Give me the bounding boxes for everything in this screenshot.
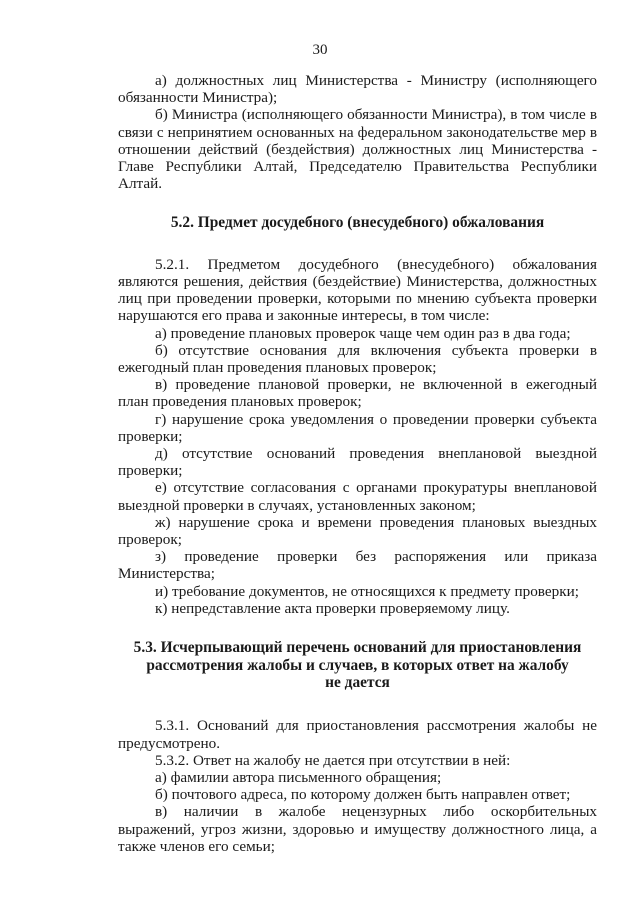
section-5-2-item-i: и) требование документов, не относящихся к предмету проверки; [155,582,579,600]
section-5-2-item-a: а) проведение плановых проверок чаще чем один раз в два года; [155,324,571,342]
section-5-3-2-paragraph: 5.3.2. Ответ на жалобу не дается при отсутствии в ней: [155,751,511,769]
page-body [118,72,597,855]
section-5-3-item-v: в) наличии в жалобе нецензурных либо оскорбительных выражений, угроз жизни, здоровью и имуществу должностного лица, а также членов его семьи; [118,803,597,855]
section-5-3-item-b: б) почтового адреса, по которому должен быть направлен ответ; [155,786,571,804]
page-number: 30 [312,42,328,58]
section-5-2-heading: 5.2. Предмет досудебного (внесудебного) обжалования [170,214,545,232]
section-5-2-item-z: з) проведение проверки без распоряжения или приказа Министерства; [118,548,597,583]
section-5-2-item-d: д) отсутствие оснований проведения внеплановой выездной проверки; [118,445,597,480]
section-5-2-item-v: в) проведение плановой проверки, не включенной в ежегодный план проведения плановых проверок; [118,376,597,411]
section-5-3-heading-line-2: рассмотрения жалобы и случаев, в которых ответ на жалобу [146,656,569,674]
section-5-3-1-paragraph: 5.3.1. Оснований для приостановления рассмотрения жалобы не предусмотрено. [118,717,597,752]
section-5-3-heading-line-3: не дается [325,673,390,691]
section-5-3-item-a: а) фамилии автора письменного обращения; [155,768,442,786]
section-5-2-item-e: е) отсутствие согласования с органами прокуратуры внеплановой выездной проверки в случаях, установленных законом; [118,479,597,514]
section-5-2-item-b: б) отсутствие основания для включения субъекта проверки в ежегодный план проведения плановых проверок; [118,341,597,377]
intro-item-b: б) Министра (исполняющего обязанности Министра), в том числе в связи с непринятием основанных на федеральном законодательстве мер в отношении действий (бездействия) должностных лиц Министерства - Главе Республики Алтай, Председателю Правительства Республики Алтай. [118,106,597,193]
intro-item-a: а) должностных лиц Министерства - Министру (исполняющего обязанности Министра); [118,72,597,107]
section-5-2-item-k: к) непредставление акта проверки проверяемому лицу. [155,599,510,617]
section-5-2-item-g: г) нарушение срока уведомления о проведении проверки субъекта проверки; [118,410,597,445]
section-5-2-item-zh: ж) нарушение срока и времени проведения плановых выездных проверок; [118,513,597,549]
section-5-2-1-paragraph: 5.2.1. Предметом досудебного (внесудебного) обжалования являются решения, действия (бездействие) Министерства, должностных лиц при проведении проверки, которыми по мнению субъекта проверки нарушаются его права и законные интересы, в том числе: [118,255,597,325]
section-5-3-heading-line-1: 5.3. Исчерпывающий перечень оснований для приостановления [133,639,582,657]
